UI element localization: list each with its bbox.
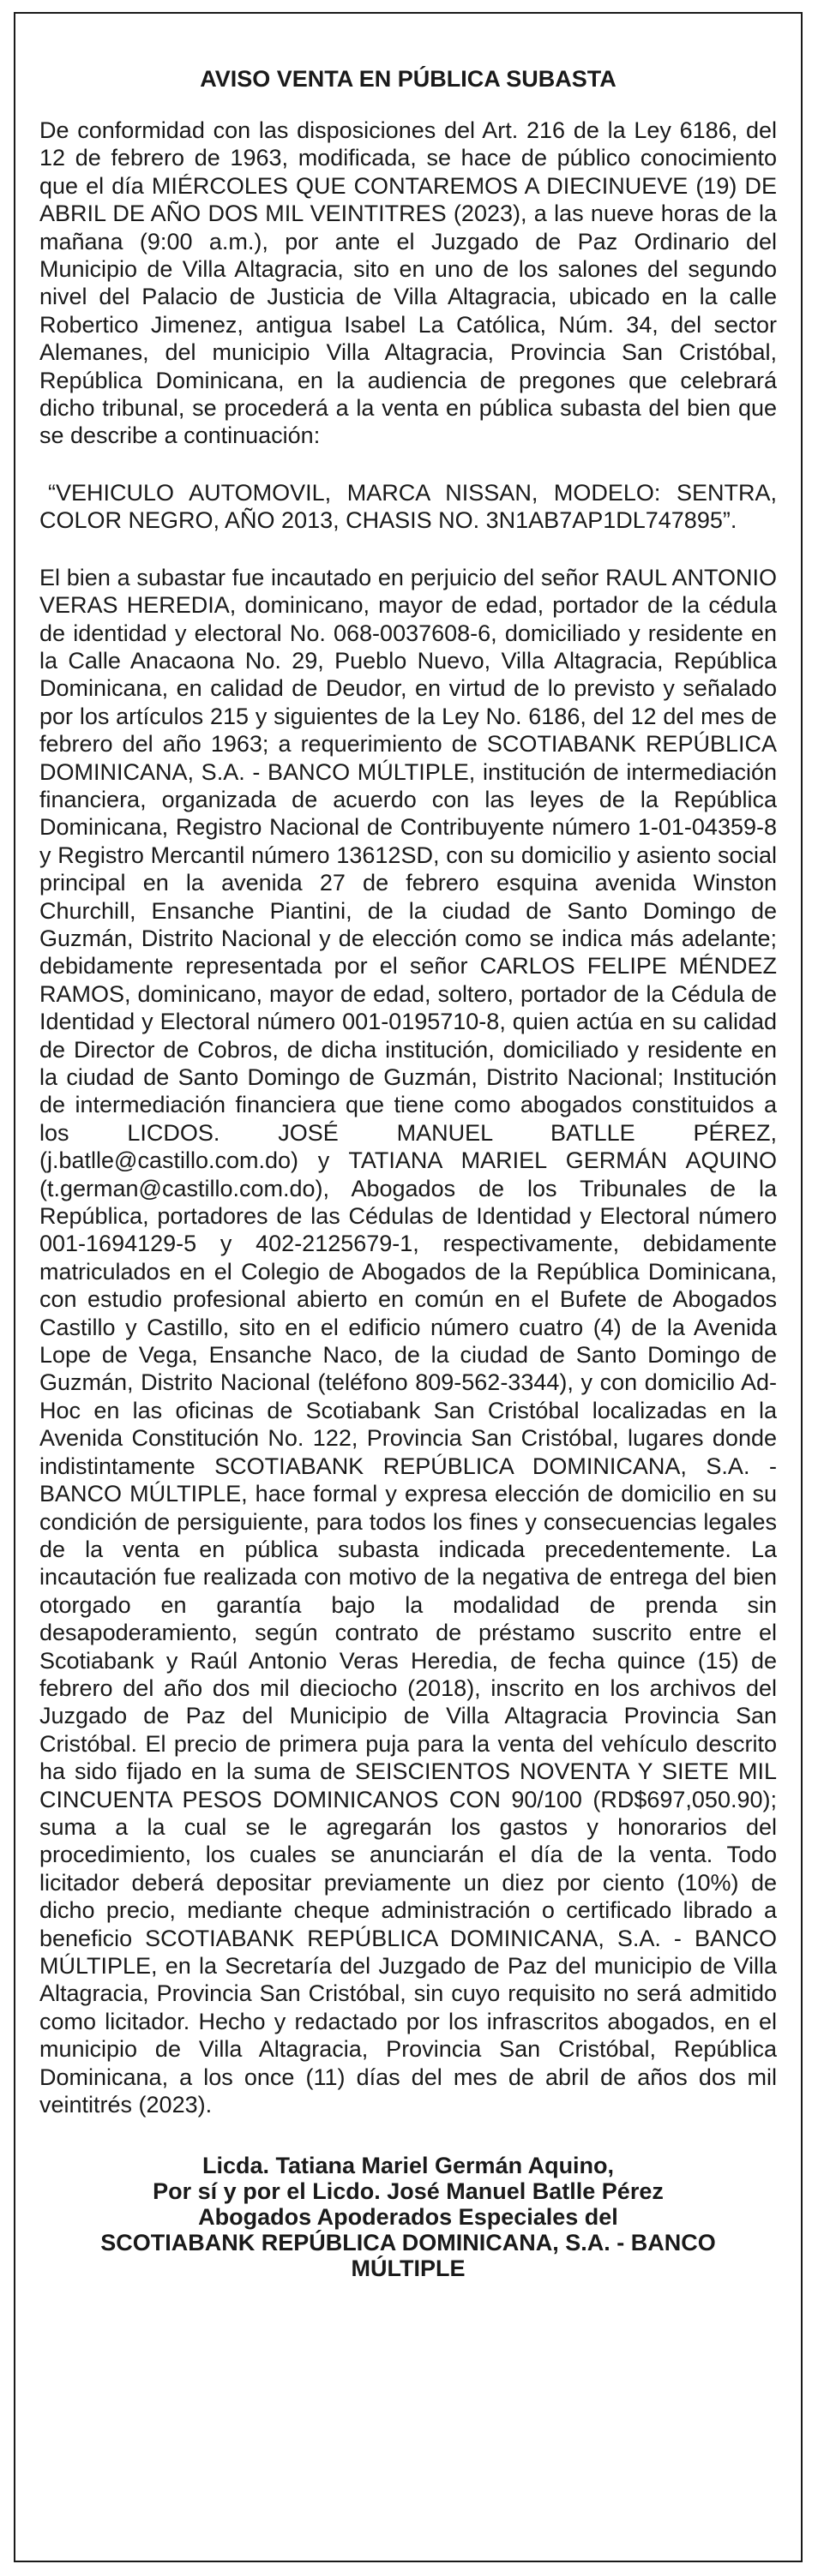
signature-line-2: Por sí y por el Licdo. José Manuel Batlle Pérez [153, 2178, 664, 2205]
signature-line-5: MÚLTIPLE [351, 2255, 466, 2282]
paragraph-spacer [39, 450, 777, 479]
notice-title: AVISO VENTA EN PÚBLICA SUBASTA [200, 66, 617, 92]
signature-block [39, 2153, 777, 2281]
signature-line-4: SCOTIABANK REPÚBLICA DOMINICANA, S.A. - BANCO [100, 2230, 716, 2256]
signature-line-3: Abogados Apoderados Especiales del [198, 2204, 618, 2231]
auction-notice [14, 12, 803, 2562]
vehicle-description: “VEHICULO AUTOMOVIL, MARCA NISSAN, MODELO: SENTRA, COLOR NEGRO, AÑO 2013, CHASIS NO. 3N1AB7AP1DL747895”. [39, 479, 777, 534]
signature-line-1: Licda. Tatiana Mariel Germán Aquino, [201, 2153, 615, 2179]
paragraph-spacer [39, 535, 777, 564]
notice-intro-paragraph: De conformidad con las disposiciones del Art. 216 de la Ley 6186, del 12 de febrero de 1963, modificada, se hace de público conocimiento que el día MIÉRCOLES QUE CONTAREMOS A DIECINUEVE (19) DE ABRIL DE AÑO DOS MIL VEINTITRES (2023), a las nueve horas de la mañana (9:00 a.m.), por ante el Juzgado de Paz Ordinario del Municipio de Villa Altagracia, sito en uno de los salones del segundo nivel del Palacio de Justicia de Villa Altagracia, ubicado en la calle Robertico Jimenez, antigua Isabel La Católica, Núm. 34, del sector Alemanes, del municipio Villa Altagracia, Provincia San Cristóbal, República Dominicana, en la audiencia de pregones que celebrará dicho tribunal, se procederá a la venta en pública subasta del bien que se describe a continuación: [39, 117, 777, 449]
notice-body-paragraph: El bien a subastar fue incautado en perjuicio del señor RAUL ANTONIO VERAS HEREDIA, dominicano, mayor de edad, portador de la cédula de identidad y electoral No. 068-0037608-6, domiciliado y residente en la Calle Anacaona No. 29, Pueblo Nuevo, Villa Altagracia, República Dominicana, en calidad de Deudor, en virtud de lo previsto y señalado por los artículos 215 y siguientes de la Ley No. 6186, del 12 del mes de febrero del año 1963; a requerimiento de SCOTIABANK REPÚBLICA DOMINICANA, S.A. - BANCO MÚLTIPLE, institución de intermediación financiera, organizada de acuerdo con las leyes de la República Dominicana, Registro Nacional de Contribuyente número 1-01-04359-8 y Registro Mercantil número 13612SD, con su domicilio y asiento social principal en la avenida 27 de febrero esquina avenida Winston Churchill, Ensanche Piantini, de la ciudad de Santo Domingo de Guzmán, Distrito Nacional y de elección como se indica más adelante; debidamente representada por el señor CARLOS FELIPE MÉNDEZ RAMOS, dominicano, mayor de edad, soltero, portador de la Cédula de Identidad y Electoral número 001-0195710-8, quien actúa en su calidad de Director de Cobros, de dicha institución, domiciliado y residente en la ciudad de Santo Domingo de Guzmán, Distrito Nacional; Institución de intermediación financiera que tiene como abogados constituidos a los LICDOS. JOSÉ MANUEL BATLLE PÉREZ, (j.batlle@castillo.com.do) y TATIANA MARIEL GERMÁN AQUINO (t.german@castillo.com.do), Abogados de los Tribunales de la República, portadores de las Cédulas de Identidad y Electoral número 001-1694129-5 y 402-2125679-1, respectivamente, debidamente matriculados en el Colegio de Abogados de la República Dominicana, con estudio profesional abierto en común en el Bufete de Abogados Castillo y Castillo, sito en el edificio número cuatro (4) de la Avenida Lope de Vega, Ensanche Naco, de la ciudad de Santo Domingo de Guzmán, Distrito Nacional (teléfono 809-562-3344), y con domicilio Ad-Hoc en las oficinas de Scotiabank San Cristóbal localizadas en la Avenida Constitución No. 122, Provincia San Cristóbal, lugares donde indistintamente SCOTIABANK REPÚBLICA DOMINICANA, S.A. - BANCO MÚLTIPLE, hace formal y expresa elección de domicilio en su condición de persiguiente, para todos los fines y consecuencias legales de la venta en pública subasta indicada precedentemente. La incautación fue realizada con motivo de la negativa de entrega del bien otorgado en garantía bajo la modalidad de prenda sin desapoderamiento, según contrato de préstamo suscrito entre el Scotiabank y Raúl Antonio Veras Heredia, de fecha quince (15) de febrero del año dos mil dieciocho (2018), inscrito en los archivos del Juzgado de Paz del Municipio de Villa Altagracia Provincia San Cristóbal. El precio de primera puja para la venta del vehículo descrito ha sido fijado en la suma de SEISCIENTOS NOVENTA Y SIETE MIL CINCUENTA PESOS DOMINICANOS CON 90/100 (RD$697,050.90); suma a la cual se le agregarán los gastos y honorarios del procedimiento, los cuales se anunciarán el día de la venta. Todo licitador deberá depositar previamente un diez por ciento (10%) de dicho precio, mediante cheque administración o certificado librado a beneficio SCOTIABANK REPÚBLICA DOMINICANA, S.A. - BANCO MÚLTIPLE, en la Secretaría del Juzgado de Paz del municipio de Villa Altagracia, Provincia San Cristóbal, sin cuyo requisito no será admitido como licitador. Hecho y redactado por los infrascritos abogados, en el municipio de Villa Altagracia, Provincia San Cristóbal, República Dominicana, a los once (11) días del mes de abril de años dos mil veintitrés (2023). [39, 564, 777, 2118]
